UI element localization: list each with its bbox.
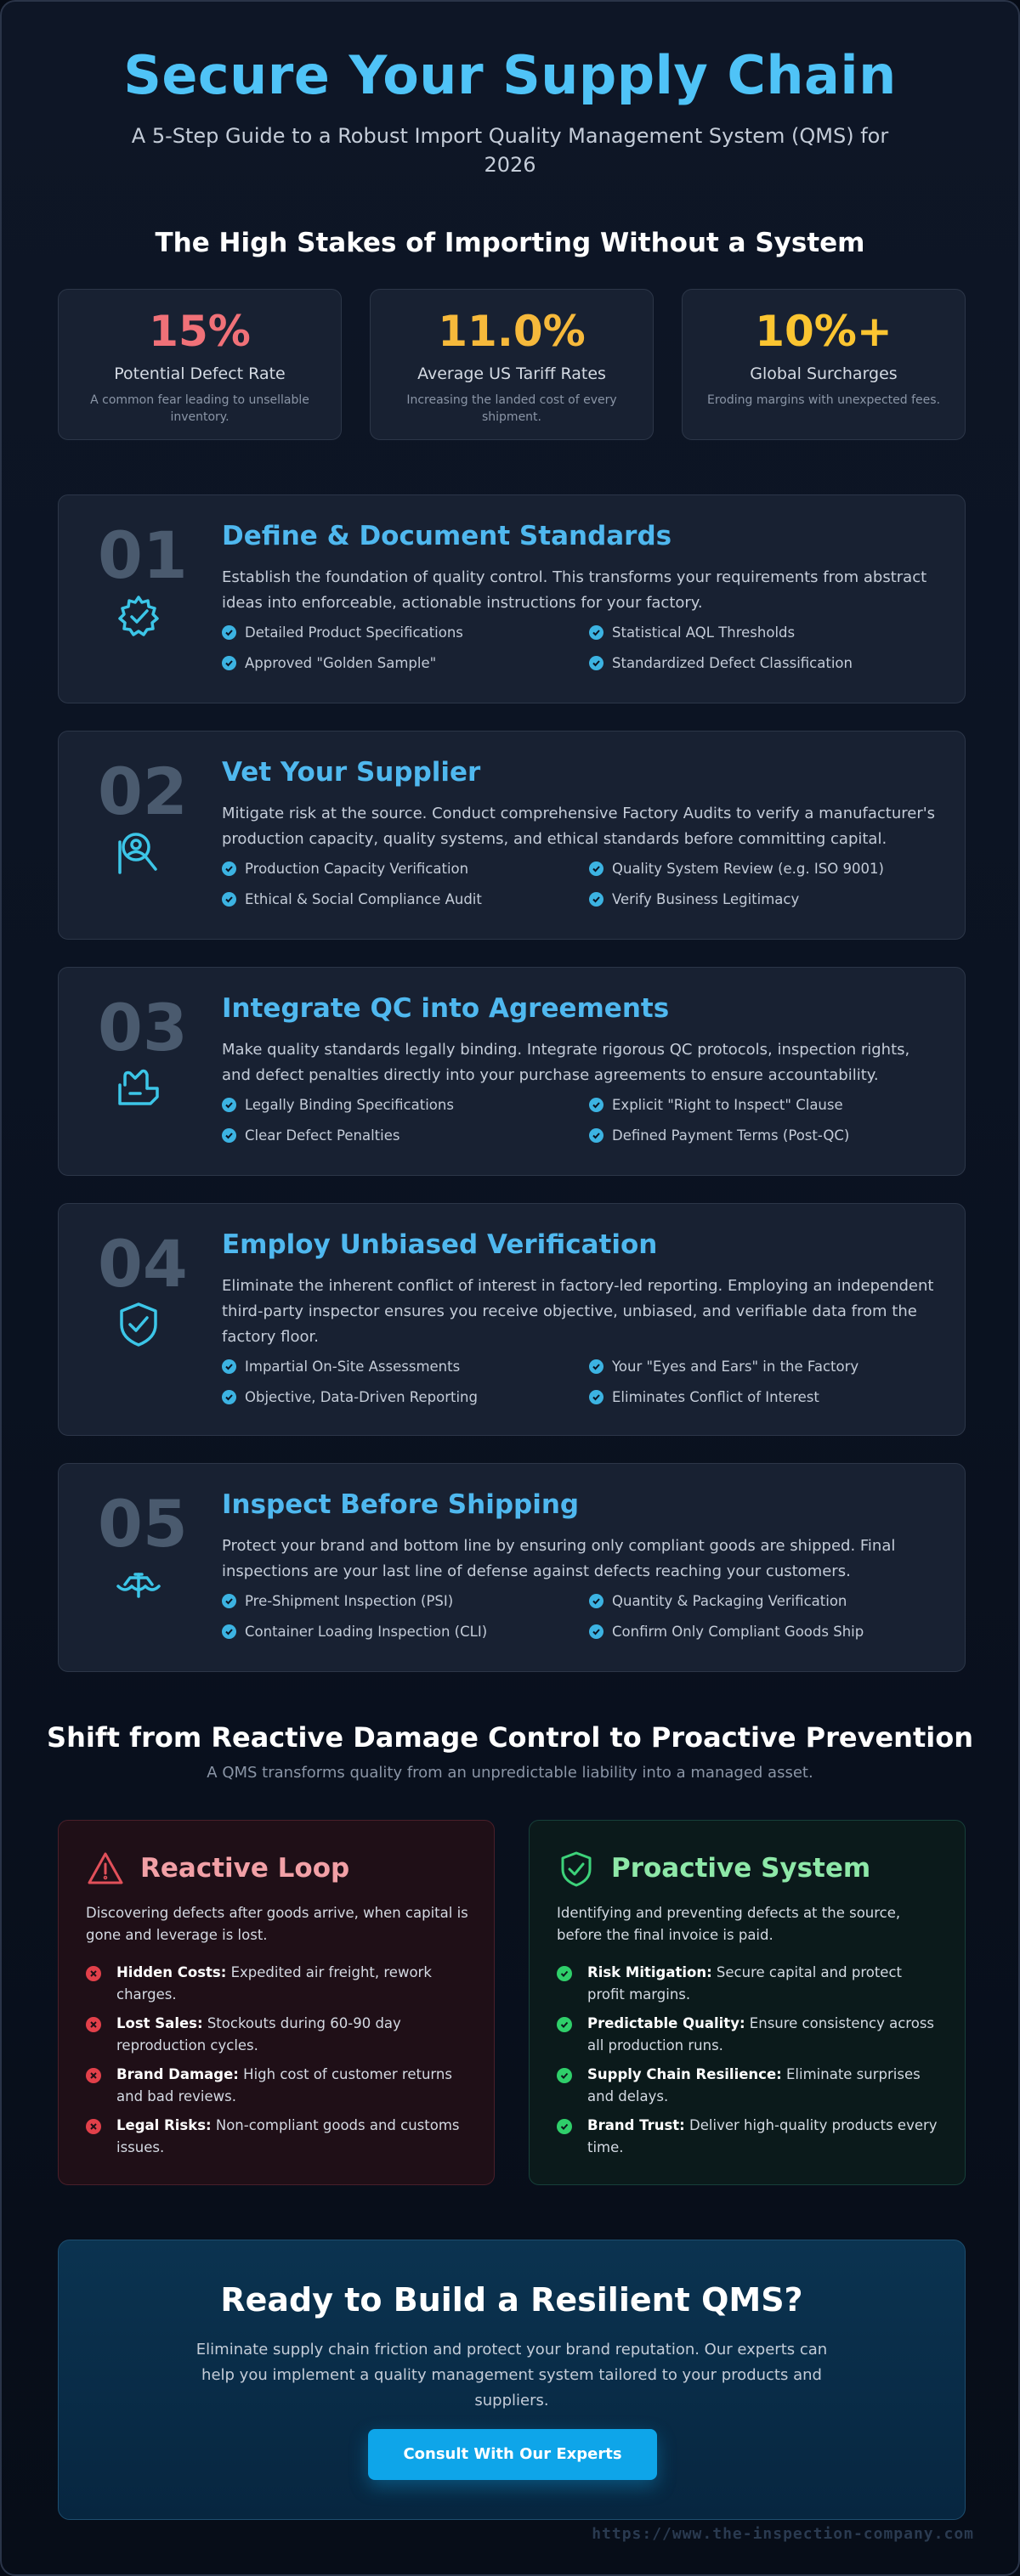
check-item: Legally Binding Specifications	[222, 1097, 454, 1113]
hero	[2, 44, 1018, 179]
check-icon	[222, 1390, 236, 1404]
step-number: 03	[98, 990, 188, 1065]
check-icon	[222, 1098, 236, 1112]
stat-card-tariff-rates	[370, 289, 654, 440]
step-number: 01	[98, 517, 188, 593]
warning-icon	[86, 1850, 125, 1889]
check-icon	[222, 861, 236, 876]
panel-title: Proactive System	[611, 1853, 871, 1884]
step-card-2	[58, 731, 966, 940]
stat-card-global-surcharges	[682, 289, 966, 440]
step-card-3	[58, 967, 966, 1176]
magnifier-person-icon	[113, 827, 164, 878]
list-item: Legal Risks: Non-compliant goods and customs issues.	[86, 2115, 468, 2159]
x-circle-icon	[86, 2017, 101, 2032]
handshake-icon	[113, 1063, 164, 1114]
check-icon	[222, 656, 236, 670]
check-item: Container Loading Inspection (CLI)	[222, 1624, 487, 1640]
check-icon	[589, 861, 604, 876]
check-icon	[589, 1098, 604, 1112]
check-icon	[589, 1594, 604, 1608]
check-circle-icon	[557, 2068, 572, 2083]
check-item: Standardized Defect Classification	[589, 655, 853, 671]
page-title: Secure Your Supply Chain	[123, 44, 897, 106]
gear-check-icon	[113, 590, 164, 641]
list-item: Brand Damage: High cost of customer returns and bad reviews.	[86, 2064, 468, 2108]
check-item: Impartial On-Site Assessments	[222, 1359, 460, 1375]
panel-title: Reactive Loop	[140, 1853, 350, 1884]
check-circle-icon	[557, 2017, 572, 2032]
step-title: Inspect Before Shipping	[222, 1489, 580, 1520]
check-item: Quantity & Packaging Verification	[589, 1593, 847, 1609]
check-item: Clear Defect Penalties	[222, 1127, 400, 1144]
stat-description: Eroding margins with unexpected fees.	[706, 393, 941, 407]
list-item: Supply Chain Resilience: Eliminate surprises and delays.	[557, 2064, 939, 2108]
check-icon	[222, 1128, 236, 1143]
step-description: Mitigate risk at the source. Conduct comprehensive Factory Audits to verify a manufacturer's production capacity, quality systems, and ethical standards before committing capital.	[222, 805, 936, 848]
check-icon	[589, 1359, 604, 1374]
step-description: Protect your brand and bottom line by ensuring only compliant goods are shipped. Final inspections are your last line of defense against defects reaching your customers.	[222, 1537, 896, 1580]
check-item: Defined Payment Terms (Post-QC)	[589, 1127, 849, 1144]
step-card-4	[58, 1203, 966, 1436]
check-item: Production Capacity Verification	[222, 861, 468, 877]
stat-label: Potential Defect Rate	[114, 364, 286, 383]
check-icon	[222, 1624, 236, 1639]
step-card-5	[58, 1463, 966, 1672]
check-icon	[222, 625, 236, 640]
step-number: 04	[98, 1226, 188, 1302]
stakes-heading: The High Stakes of Importing Without a System	[155, 228, 865, 258]
check-item: Detailed Product Specifications	[222, 624, 463, 641]
list-item: Predictable Quality: Ensure consistency across all production runs.	[557, 2013, 939, 2057]
x-circle-icon	[86, 2119, 101, 2134]
x-circle-icon	[86, 1966, 101, 1981]
check-item: Verify Business Legitimacy	[589, 891, 799, 907]
shield-check-icon	[113, 1299, 164, 1350]
stats-row	[58, 289, 966, 440]
stat-description: A common fear leading to unsellable inventory.	[90, 393, 309, 424]
list-item: Risk Mitigation: Secure capital and protect profit margins.	[557, 1962, 939, 2006]
footer-url[interactable]: https://www.the-inspection-company.com	[592, 2525, 974, 2543]
check-icon	[589, 1624, 604, 1639]
check-item: Objective, Data-Driven Reporting	[222, 1389, 478, 1405]
step-number: 02	[98, 754, 188, 829]
panel-intro: Discovering defects after goods arrive, when capital is gone and leverage is lost.	[86, 1905, 468, 1943]
check-icon	[222, 1594, 236, 1608]
step-description: Eliminate the inherent conflict of interest in factory-led reporting. Employing an independent third-party inspector ensures you receive objective, unbiased, and verifiable data from the factory floor.	[222, 1277, 934, 1346]
step-title: Define & Document Standards	[222, 521, 672, 551]
check-item: Approved "Golden Sample"	[222, 655, 436, 671]
list-item: Lost Sales: Stockouts during 60-90 day reproduction cycles.	[86, 2013, 468, 2057]
cta-title: Ready to Build a Resilient QMS?	[220, 2281, 803, 2319]
step-title: Integrate QC into Agreements	[222, 993, 670, 1024]
stat-label: Average US Tariff Rates	[417, 364, 606, 383]
check-item: Ethical & Social Compliance Audit	[222, 891, 482, 907]
check-icon	[589, 625, 604, 640]
step-number: 05	[98, 1486, 188, 1562]
stat-description: Increasing the landed cost of every shipment.	[406, 393, 617, 424]
step-title: Employ Unbiased Verification	[222, 1229, 658, 1260]
list-item: Hidden Costs: Expedited air freight, rework charges.	[86, 1962, 468, 2006]
stat-value: 15%	[149, 307, 251, 356]
check-item: Quality System Review (e.g. ISO 9001)	[589, 861, 884, 877]
step-card-1	[58, 494, 966, 703]
shift-heading: Shift from Reactive Damage Control to Proactive Prevention	[47, 1721, 973, 1754]
page-subtitle: A 5-Step Guide to a Robust Import Quality Management System (QMS) for 2026	[131, 124, 889, 177]
check-icon	[589, 656, 604, 670]
proactive-system-panel	[529, 1820, 966, 2185]
check-circle-icon	[557, 1966, 572, 1981]
stat-label: Global Surcharges	[750, 364, 898, 383]
step-description: Establish the foundation of quality control. This transforms your requirements from abstract ideas into enforceable, actionable instructions for your factory.	[222, 568, 927, 612]
shift-subheading: A QMS transforms quality from an unpredictable liability into a managed asset.	[207, 1764, 813, 1782]
cta-body: Eliminate supply chain friction and protect your brand reputation. Our experts can help you implement a quality management system tailored to your products and suppliers.	[196, 2341, 828, 2409]
check-icon	[589, 1128, 604, 1143]
panel-intro: Identifying and preventing defects at the source, before the final invoice is paid.	[557, 1905, 901, 1943]
shield-check-icon	[557, 1850, 596, 1889]
check-item: Eliminates Conflict of Interest	[589, 1389, 819, 1405]
cta-section	[58, 2240, 966, 2520]
step-title: Vet Your Supplier	[222, 757, 481, 788]
check-item: Explicit "Right to Inspect" Clause	[589, 1097, 843, 1113]
check-circle-icon	[557, 2119, 572, 2134]
check-item: Pre-Shipment Inspection (PSI)	[222, 1593, 453, 1609]
check-item: Statistical AQL Thresholds	[589, 624, 795, 641]
check-icon	[222, 892, 236, 907]
reactive-loop-panel	[58, 1820, 495, 2185]
check-icon	[589, 1390, 604, 1404]
ship-icon	[113, 1559, 164, 1610]
x-circle-icon	[86, 2068, 101, 2083]
stat-value: 11.0%	[438, 307, 586, 356]
consult-button[interactable]: Consult With Our Experts	[368, 2429, 657, 2480]
check-icon	[222, 1359, 236, 1374]
check-icon	[589, 892, 604, 907]
stat-card-defect-rate	[58, 289, 342, 440]
check-item: Your "Eyes and Ears" in the Factory	[589, 1359, 858, 1375]
stat-value: 10%+	[755, 307, 892, 356]
list-item: Brand Trust: Deliver high-quality products every time.	[557, 2115, 939, 2159]
check-item: Confirm Only Compliant Goods Ship	[589, 1624, 864, 1640]
step-description: Make quality standards legally binding. Integrate rigorous QC protocols, inspection rights, and defect penalties directly into your purchase agreements to ensure accountability.	[222, 1041, 910, 1084]
